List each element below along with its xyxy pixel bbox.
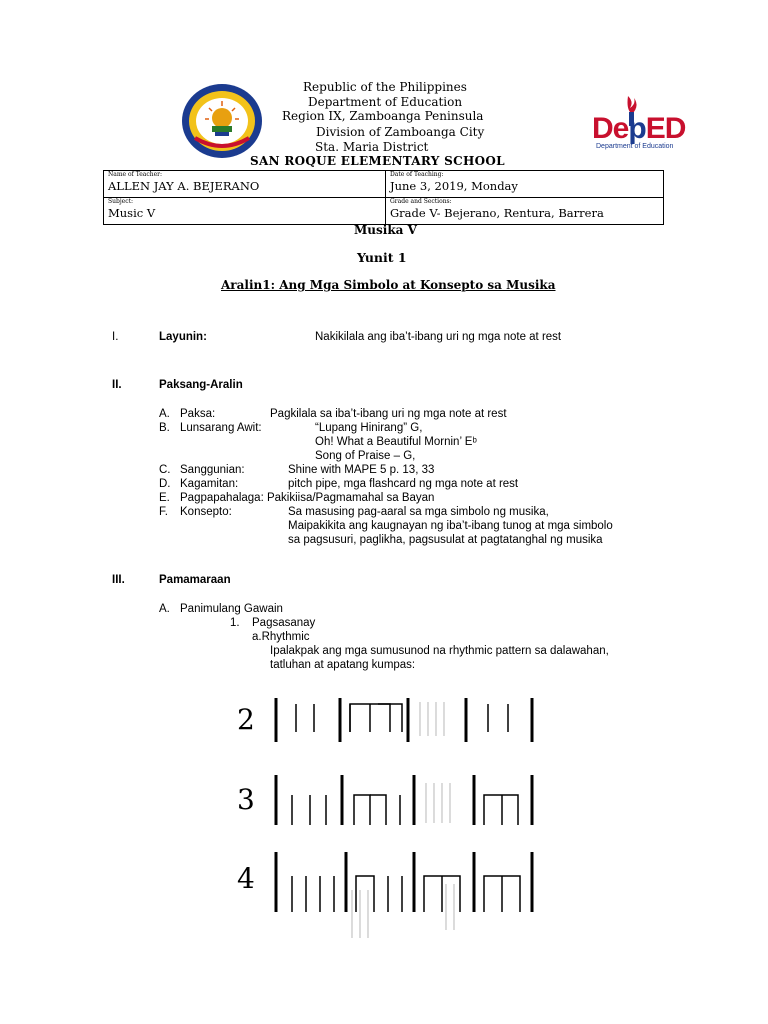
section-3-sub-a: a.Rhythmic [252,631,310,643]
item-f-label: Konsepto: [180,506,232,518]
instruction-line-2: tatluhan at apatang kumpas: [270,659,416,671]
item-f-line-1: Sa masusing pag-aaral sa mga simbolo ng musika, [288,506,549,518]
item-f-line-2: Maipakikita ang kaugnayan ng iba’t-ibang tunog at mga simbolo [288,520,613,532]
item-a-letter: A. [159,408,170,420]
item-e-label: Pagpapahalaga: Pakikiisa/Pagmamahal sa Bayan [180,492,435,504]
item-a-label: Paksa: [180,408,216,420]
item-b-letter: B. [159,422,170,434]
date-cell [386,171,664,198]
date-value: June 3, 2019, Monday [390,179,518,193]
grade-caption: Grade and Sections: [390,198,452,205]
section-1-label: Layunin: [159,331,207,343]
section-1-numeral: I. [112,331,119,343]
header-department: Department of Education [308,95,463,109]
subject-value: Music V [108,206,156,220]
instruction-line-1: Ipalakpak ang mga sumusunod na rhythmic pattern sa dalawahan, [270,645,609,657]
subject-title: Musika V [354,223,417,237]
section-3-sub-num: 1. [230,617,240,629]
section-3-sub-label: Pagsasanay [252,617,316,629]
item-d-letter: D. [159,478,171,490]
item-d-label: Kagamitan: [180,478,239,490]
lesson-info-table [103,170,664,225]
header-region: Region IX, Zamboanga Peninsula [282,109,484,123]
teacher-cell [104,171,386,198]
rhythm-pattern-3 [270,773,540,829]
deped-word-p: p [628,112,646,145]
rhythm-pattern-2 [270,696,540,746]
header-division: Division of Zamboanga City [316,125,485,139]
subject-caption: Subject: [108,198,134,205]
item-f-letter: F. [159,506,168,518]
unit-title: Yunit 1 [357,250,407,265]
section-3-a-letter: A. [159,603,170,615]
lesson-title: Aralin1: Ang Mga Simbolo at Konsepto sa Musika [221,278,556,292]
date-caption: Date of Teaching: [390,171,444,178]
item-b-line-2: Oh! What a Beautiful Mornin’ Eᵇ [315,436,477,448]
header-republic: Republic of the Philippines [303,80,467,94]
item-a-value: Pagkilala sa iba’t-ibang uri ng mga note at rest [270,408,507,420]
header-district: Sta. Maria District [315,140,429,154]
school-name: SAN ROQUE ELEMENTARY SCHOOL [250,154,505,168]
subject-cell [104,198,386,225]
item-c-label: Sanggunian: [180,464,245,476]
deped-logo [590,94,686,152]
section-2-numeral: II. [112,379,122,391]
item-e-letter: E. [159,492,170,504]
deped-subtitle: Department of Education [596,143,674,150]
rhythm-pattern-4 [270,850,540,940]
item-b-label: Lunsarang Awit: [180,422,262,434]
meter-3-label: 3 [237,783,255,816]
section-2-label: Paksang-Aralin [159,379,243,391]
item-d-value: pitch pipe, mga flashcard ng mga note at rest [288,478,519,490]
grade-value: Grade V- Bejerano, Rentura, Barrera [390,206,604,220]
grade-cell [386,198,664,225]
item-b-line-1: “Lupang Hinirang” G, [315,422,423,434]
section-3-numeral: III. [112,574,125,586]
teacher-caption: Name of Teacher: [108,171,163,178]
teacher-value: ALLEN JAY A. BEJERANO [108,179,260,193]
deped-word-mark [592,112,686,145]
item-c-letter: C. [159,464,171,476]
item-f-line-3: sa pagsusuri, paglikha, pagsusulat at pagtatanghal ng musika [288,534,603,546]
deped-word-de: De [592,112,629,145]
section-3-label: Pamamaraan [159,574,231,586]
meter-2-label: 2 [237,703,255,736]
meter-4-label: 4 [237,862,255,895]
section-3-a-label: Panimulang Gawain [180,603,283,615]
deped-word-ed: ED [645,112,686,145]
item-c-value: Shine with MAPE 5 p. 13, 33 [288,464,435,476]
school-seal-logo [181,82,263,160]
section-1-text: Nakikilala ang iba’t-ibang uri ng mga note at rest [315,331,562,343]
item-b-line-3: Song of Praise – G, [315,450,416,462]
